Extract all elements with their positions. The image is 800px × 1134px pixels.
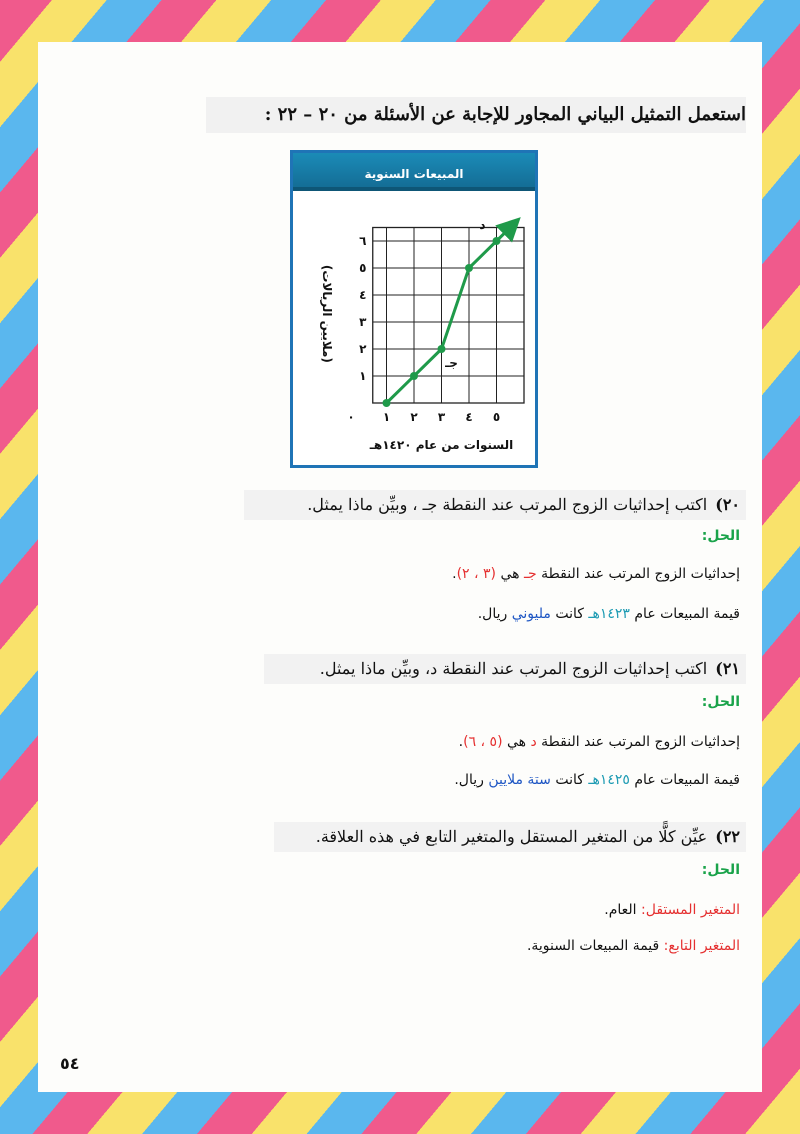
coordinate-value: (٣ ، ٢) — [456, 566, 496, 582]
answer-text: كانت — [550, 606, 589, 622]
x-tick-label: ٣ — [437, 410, 446, 424]
point-label: جـ — [445, 356, 458, 370]
year-value: ١٤٢٥هـ — [588, 772, 630, 788]
y-axis-label: (ملايين الريالات) — [320, 264, 334, 363]
solution-label: الحل: — [701, 528, 740, 544]
answer-text: . — [458, 734, 464, 750]
point-label: د — [479, 218, 486, 232]
chart-title: المبيعات السنوية — [293, 153, 535, 191]
instruction-banner: استعمل التمثيل البياني المجاور للإجابة عن الأسئلة من ٢٠ – ٢٢ : — [206, 97, 746, 133]
answer-22-line-1 — [604, 902, 740, 918]
question-number: ٢٠) — [715, 495, 740, 514]
amount-value: مليوني — [511, 606, 551, 622]
coordinate-value: (٥ ، ٦) — [463, 734, 503, 750]
x-axis-label: السنوات من عام ١٤٢٠هـ — [369, 438, 514, 452]
question-text: اكتب إحداثيات الزوج المرتب عند النقطة جـ ، وبيِّن ماذا يمثل. — [307, 495, 708, 514]
y-tick-label: ٢ — [359, 342, 367, 356]
answer-20-line-1 — [452, 566, 740, 582]
question-22 — [274, 822, 746, 852]
question-20 — [244, 490, 746, 520]
year-value: ١٤٢٣هـ — [588, 606, 630, 622]
data-point — [438, 345, 446, 353]
x-tick-label: ٥ — [492, 410, 501, 424]
variable-value: قيمة المبيعات السنوية. — [526, 938, 664, 954]
y-tick-label: ٦ — [359, 234, 367, 248]
y-tick-label: ٤ — [359, 288, 367, 302]
question-text: اكتب إحداثيات الزوج المرتب عند النقطة د، وبيِّن ماذا يمثل. — [319, 659, 708, 678]
question-number: ٢٢) — [715, 827, 740, 846]
page-sheet — [38, 42, 762, 1092]
chart-svg — [293, 191, 535, 465]
x-tick-label: ١ — [382, 410, 391, 424]
answer-20-line-2 — [478, 606, 740, 622]
x-tick-label: ٠ — [347, 410, 355, 424]
answer-21-line-1 — [459, 734, 740, 750]
answer-text: ريال. — [454, 772, 489, 788]
grid-frame — [373, 228, 524, 404]
data-point — [465, 264, 473, 272]
answer-text: ريال. — [477, 606, 512, 622]
answer-text: كانت — [550, 772, 589, 788]
y-tick-label: ١ — [359, 369, 367, 383]
variable-value: العام. — [604, 902, 641, 918]
solution-label: الحل: — [701, 694, 740, 710]
y-tick-label: ٥ — [359, 261, 367, 275]
question-text: عيِّن كلًّا من المتغير المستقل والمتغير التابع في هذه العلاقة. — [315, 827, 708, 846]
answer-text: إحداثيات الزوج المرتب عند النقطة — [536, 566, 740, 582]
variable-label: المتغير التابع: — [663, 938, 740, 954]
answer-text: هي — [496, 566, 524, 582]
answer-text: . — [452, 566, 457, 582]
answer-21-line-2 — [454, 772, 740, 788]
answer-22-line-2 — [527, 938, 740, 954]
data-point — [493, 237, 501, 245]
question-21 — [264, 654, 746, 684]
x-tick-label: ٢ — [410, 410, 418, 424]
data-point — [410, 372, 418, 380]
point-label: د — [530, 734, 537, 750]
answer-text: قيمة المبيعات عام — [629, 606, 740, 622]
data-point — [383, 399, 391, 407]
question-number: ٢١) — [715, 659, 740, 678]
point-label: جـ — [523, 566, 537, 582]
answer-text: قيمة المبيعات عام — [629, 772, 740, 788]
variable-label: المتغير المستقل: — [641, 902, 740, 918]
solution-label: الحل: — [701, 862, 740, 878]
y-tick-label: ٣ — [359, 315, 367, 329]
page-number: ٥٤ — [60, 1054, 80, 1073]
answer-text: هي — [502, 734, 531, 750]
sales-chart — [290, 150, 538, 468]
amount-value: ستة ملايين — [488, 772, 551, 788]
x-tick-label: ٤ — [465, 410, 473, 424]
answer-text: إحداثيات الزوج المرتب عند النقطة — [536, 734, 740, 750]
